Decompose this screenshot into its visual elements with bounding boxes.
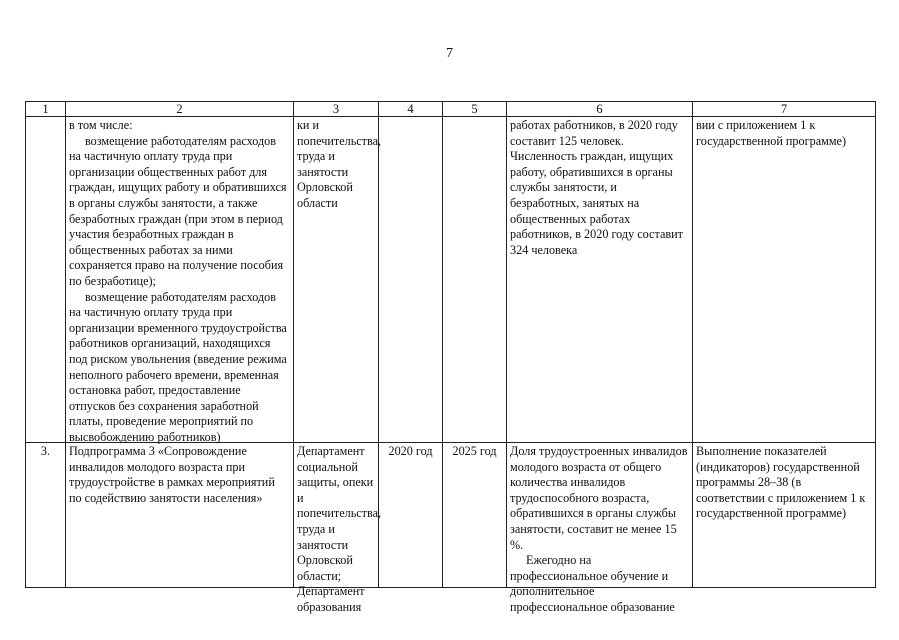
cell-executor	[294, 117, 382, 443]
cell-start-year	[379, 443, 443, 588]
header-row	[26, 102, 876, 117]
expected-result-text: работах работников, в 2020 году составит 125 человек. Численность граждан, ищущих работу, обратившихся в органы службы занятости, и безработных, занятых на общественных работах работников, в 2020 году составит 324 человека	[510, 118, 683, 257]
expected-result-paragraph-2: Ежегодно на профессиональное обучение и дополнительное профессиональное образование	[510, 553, 675, 614]
row-number-text: 3.	[40, 444, 51, 458]
cell-number	[26, 443, 66, 588]
cell-executor	[294, 443, 382, 614]
column-header-3: 3	[294, 102, 379, 117]
cell-end-year	[443, 117, 507, 443]
cell-start-year	[379, 117, 443, 443]
column-header-5: 5	[443, 102, 507, 117]
table-row-continuation	[26, 117, 876, 443]
cell-number	[26, 117, 66, 443]
column-header-2: 2	[66, 102, 294, 117]
measure-lead-text: в том числе:	[69, 118, 133, 132]
end-year-text	[446, 118, 503, 441]
start-year-text: 2020 год	[388, 444, 433, 458]
cell-end-year	[443, 443, 507, 588]
table-row-3	[26, 443, 876, 588]
indicator-link-text: Выполнение показателей (индикаторов) государственной программы 28–38 (в соответствии с приложением 1 к государственной программе)	[696, 444, 866, 521]
cell-indicator-link	[693, 117, 876, 443]
column-header-1: 1	[26, 102, 66, 117]
subprogram-title-text: Подпрограмма 3 «Сопровождение инвалидов молодого возраста при трудоустройстве в рамках мероприятий по содействию занятости населения»	[69, 444, 275, 505]
program-table	[25, 101, 876, 614]
cell-number-text	[29, 118, 62, 441]
executor-text: Департамент социальной защиты, опеки и попечительства, труда и занятости Орловской области; Департамент образования	[297, 444, 382, 614]
measure-paragraph-2: возмещение работодателям расходов на частичную оплату труда при организации временного трудоустройства работников организаций, находящихся под риском увольнения (введение режима неполного рабочего времени, временная остановка работ, предоставление отпусков без сохранения заработной платы, проведение мероприятий по высвобождению работников)	[69, 289, 287, 444]
executor-text: ки и попечительства, труда и занятости Орловской области	[297, 118, 382, 210]
page-number: 7	[446, 46, 453, 61]
cell-expected-result	[507, 443, 693, 614]
cell-measure	[66, 443, 294, 588]
cell-indicator-link	[693, 443, 876, 588]
cell-measure	[66, 117, 294, 443]
measure-paragraph-1: возмещение работодателям расходов на частичную оплату труда при организации общественных работ для граждан, ищущих работу и обратившихся в органы службы занятости, а также безработных граждан (при этом в период участия безработных граждан в общественных работах за ними сохраняется право на получение пособия по безработице);	[69, 133, 287, 288]
indicator-link-text: вии с приложением 1 к государственной программе)	[696, 118, 847, 148]
cell-expected-result	[507, 117, 693, 443]
expected-result-paragraph-1: Доля трудоустроенных инвалидов молодого возраста от общего количества инвалидов трудоспособного возраста, обратившихся в органы службы занятости, составит не менее 15 %.	[510, 444, 688, 552]
end-year-text: 2025 год	[452, 444, 497, 458]
column-header-4: 4	[379, 102, 443, 117]
column-header-6: 6	[507, 102, 693, 117]
column-header-7: 7	[693, 102, 876, 117]
start-year-text	[382, 118, 439, 441]
